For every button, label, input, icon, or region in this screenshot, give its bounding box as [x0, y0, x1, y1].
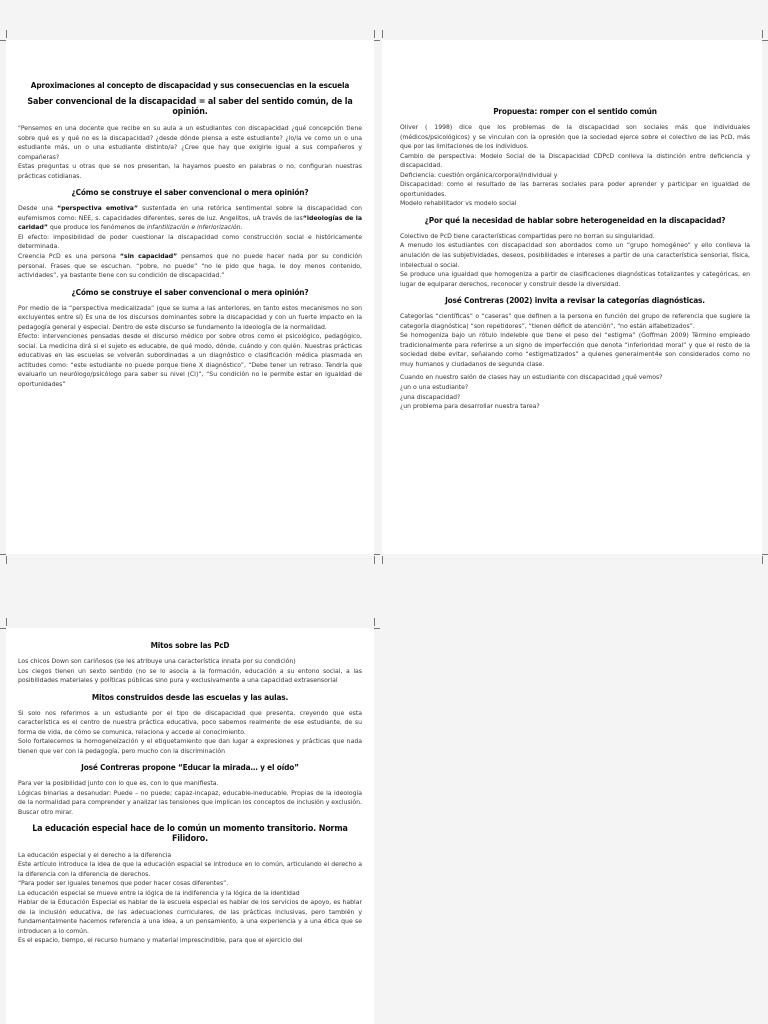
crop-mark	[762, 554, 768, 555]
paragraph: Efecto: intervenciones pensadas desde el discurso médico por sobre otros como el psicológico, pedagógico, social. La medicina dirá si el sujeto es educable, de qué modo, dónde, cuándo y con quién. Nuestras prácticas educativas en las escuelas se volverán subordinadas a un diagnóstico o clasificación médica plasmada en actitudes como: “este estudiante no puede porque tiene X diagnóstico”, “Debe tener un retraso. Tendría que evaluarlo un neurólogo/psicólogo para saber su nivel (CI)”, “Su condición no le permite estar en igualdad de oportunidades”	[18, 333, 362, 389]
paragraph: Solo fortalecemos la homogeneización y el etiquetamiento que dan lugar a expresiones y prácticas que nada tienen que ver con la pedagogía, pero mucho con la discriminación	[18, 738, 362, 755]
paragraph: La educación especial y el derecho a la diferencia	[18, 851, 172, 859]
paragraph: Se produce una igualdad que homogeniza a partir de clasificaciones diagnósticas totalizantes y categóricas, en lugar de equiparar derechos, reconocer y construir desde la diversidad.	[400, 271, 750, 288]
bold-term: “ideologías de la caridad”	[18, 214, 362, 232]
crop-mark	[762, 40, 768, 41]
paragraph: Para ver la posibilidad junto con lo que es, con lo que manifiesta.	[18, 780, 219, 788]
paragraph: Es el espacio, tiempo, el recurso humano y material imprescindible, para que el ejercicio del	[18, 937, 303, 945]
text-run: sustentada en una retórica sentimental sobre la discapacidad con eufemismos como: NEE, s. capacidades diferentes, seres de luz. Angelitos, uA través de las	[18, 205, 362, 222]
paragraph: Estas preguntas u otras que se nos presentan, la hayamos puesto en palabras o no, configuran nuestras prácticas cotidianas.	[18, 163, 362, 180]
italic-term: infantilización e inferiorización.	[146, 224, 243, 232]
text-run: pensamos que no puede hacer nada por su condición personal. Frases que se escuchan. “pobre, no puede” “no le pido que haga, le doy menos contenido, actividades”, ya bastante tiene con su condición de discapacidad.”	[18, 253, 362, 280]
crop-mark	[6, 30, 7, 38]
paragraph: Categorías “científicas” o “caseras” que definen a la persona en función del grupo de referencia que sugiere la categoría diagnóstica) “son repetidores”, “tienen déficit de atención”, “no están alfabetizados”.	[400, 313, 750, 330]
paragraph	[18, 204, 362, 233]
paragraph: El efecto: imposibilidad de poder cuestionar la discapacidad como construcción social e históricamente determinada.	[18, 233, 362, 251]
paragraph: Este artículo introduce la idea de que la educación espacial se introduce en lo común, articulando el derecho a la diferencia con la diferencia de derechos.	[18, 861, 362, 878]
paragraph: Si solo nos referimos a un estudiante por el tipo de discapacidad que presenta, creyendo que esta característica es el centro de nuestra práctica educativa, poco sabemos realmente de ese estudiante, de su forma de vida, de cómo se comunica, relaciona y accede al conocimiento.	[18, 709, 362, 736]
text-run: que produce los fenómenos de	[47, 224, 147, 232]
section-heading: Saber convencional de la discapacidad = al saber del sentido común, de la opinión.	[27, 97, 353, 117]
page-2	[382, 40, 762, 554]
paragraph	[18, 252, 362, 281]
crop-mark	[382, 30, 383, 38]
bold-term: “sin capacidad”	[119, 253, 178, 261]
section-heading: ¿Cómo se construye el saber convencional o mera opinión?	[71, 187, 309, 198]
paragraph: "Pensemos en una docente que recibe en su aula a un estudiantes con discapacidad ¿qué concepción tiene sobre qué es y qué no es la discapacidad? ¿desde dónde piensa a este estudiante? ¿lo/la ve como un o una estudiante más, un o una estudiante distinto/a? ¿Cree que hay que exigirle igual a sus compañeros y compañeras?	[18, 125, 362, 161]
crop-mark	[762, 556, 763, 564]
paragraph: Por medio de la “perspectiva medicalizada” (que se suma a las anteriores, en tanto estos mecanismos no son excluyentes entre sí) Es una de los discursos dominantes sobre la discapacidad y con un fuerte impacto en la pedagogía general y especial. Dentro de este discurso se fundamento la ideología de la normalidad.	[18, 304, 362, 331]
paragraph: Cuando en nuestro salón de clases hay un estudiante con discapacidad ¿qué vemos?	[400, 374, 663, 382]
section-heading: La educación especial hace de lo común un momento transitorio. Norma Filidoro.	[32, 823, 348, 844]
question-item: ¿un problema para desarrollar nuestra tarea?	[400, 403, 540, 411]
section-heading: José Contreras (2002) invita a revisar la categorías diagnósticas.	[445, 295, 705, 306]
crop-mark	[374, 628, 380, 629]
question-item: ¿un o una estudiante?	[400, 384, 469, 392]
paragraph: Los ciegos tienen un sexto sentido (no se lo asocia a la formación, educación a su entono social, a las posibilidades materiales y políticas públicas sino pura y exclusivamente a una capacidad extrasensorial	[18, 667, 362, 685]
paragraph: Lógicas binarias a desanudar: Puede – no puede; capaz-incapaz, educable-ineducable. Propias de la ideología de la normalidad para comprender y analizar las tensiones que implican los conceptos de inclusión y exclusión. Buscar otro mirar.	[18, 789, 362, 817]
text-run: Creencia PcD es una persona	[18, 253, 120, 261]
paragraph: Oliver ( 1998) dice que los problemas de la discapacidad son sociales más que individuales (médicos/psicológicos) y se vinculan con la opresión que la sociedad ejerce sobre el colectivo de las PcD, más que por las limitaciones de los individuos.	[400, 124, 750, 151]
crop-mark	[0, 554, 6, 555]
crop-mark	[6, 618, 7, 626]
section-heading: Propuesta: romper con el sentido común	[493, 106, 657, 116]
crop-mark	[6, 556, 7, 564]
crop-mark	[374, 40, 380, 41]
crop-mark	[762, 30, 763, 38]
paragraph: Los chicos Down son cariñosos (se les atribuye una característica innata por su condición)	[18, 658, 296, 665]
section-heading: Mitos sobre las PcD	[150, 640, 230, 650]
crop-mark	[374, 30, 375, 38]
paragraph: Deficiencia: cuestión orgánica/corporal/individual y	[400, 171, 558, 179]
text-run: Desde una	[18, 205, 58, 213]
section-heading: Mitos construidos desde las escuelas y las aulas.	[91, 691, 289, 702]
paragraph: Cambio de perspectiva: Modelo Social de la Discapacidad CDPcD conlleva la distinción entre deficiencia y discapacidad.	[400, 152, 750, 170]
paragraph: Colectivo de PcD tiene características compartidas pero no borran su singularidad.	[400, 232, 655, 240]
section-heading: José Contreras propone “Educar la mirada… y el oído”	[81, 762, 299, 773]
crop-mark	[374, 556, 375, 564]
paragraph: Discapacidad: como el resultado de las barreras sociales para poder aprender y participar en igualdad de oportunidades.	[400, 181, 750, 198]
paragraph: Modelo rehabilitador vs modelo social	[400, 200, 517, 208]
paragraph: Hablar de la Educación Especial es hablar de la escuela especial es hablar de los servicios de apoyo, es hablar de la inclusión educativa, de las adecuaciones curriculares, de las prácticas inclusivas, pero también y fundamentalmente hacemos referencia a una idea, a un pensamiento, a una experiencia y a una ética que se introducen a lo común.	[18, 899, 362, 935]
crop-mark	[374, 554, 380, 555]
paragraph: La educación especial se mueve entre la lógica de la indiferencia y la lógica de la identidad	[18, 889, 300, 897]
section-heading: ¿Por qué la necesidad de hablar sobre heterogeneidad en la discapacidad?	[424, 214, 726, 225]
paragraph: “Para poder ser iguales tenemos que poder hacer cosas diferentes”.	[18, 880, 229, 888]
page-title: Aproximaciones al concepto de discapacidad y sus consecuencias en la escuela	[30, 80, 350, 90]
paragraph: A menudo los estudiantes con discapacidad son abordados como un “grupo homogéneo” y ello conlleva la anulación de las subjetividades, deseos, posibilidades e intereses a partir de una característica sensorial, física, intelectual o social.	[400, 242, 750, 269]
bold-term: “perspectiva emotiva”	[57, 205, 138, 213]
crop-mark	[382, 556, 383, 564]
page-3	[6, 628, 374, 1024]
paragraph: Se homogeniza bajo un rótulo indeleble que tiene el peso del “estigma” (Goffman 2009) Término empleado tradicionalmente para referirse a un signo de imperfección que denota “inferioridad moral” y que el resto de la sociedad debe evitar, señalando como “estigmatizados” a quienes generalment4e son considerados como no muy humanos y ciudadanos de segunda clase.	[400, 332, 750, 368]
section-heading: ¿Cómo se construye el saber convencional o mera opinión?	[71, 286, 309, 297]
page-1	[6, 40, 374, 554]
crop-mark	[374, 618, 375, 626]
question-item: ¿una discapacidad?	[400, 393, 461, 401]
